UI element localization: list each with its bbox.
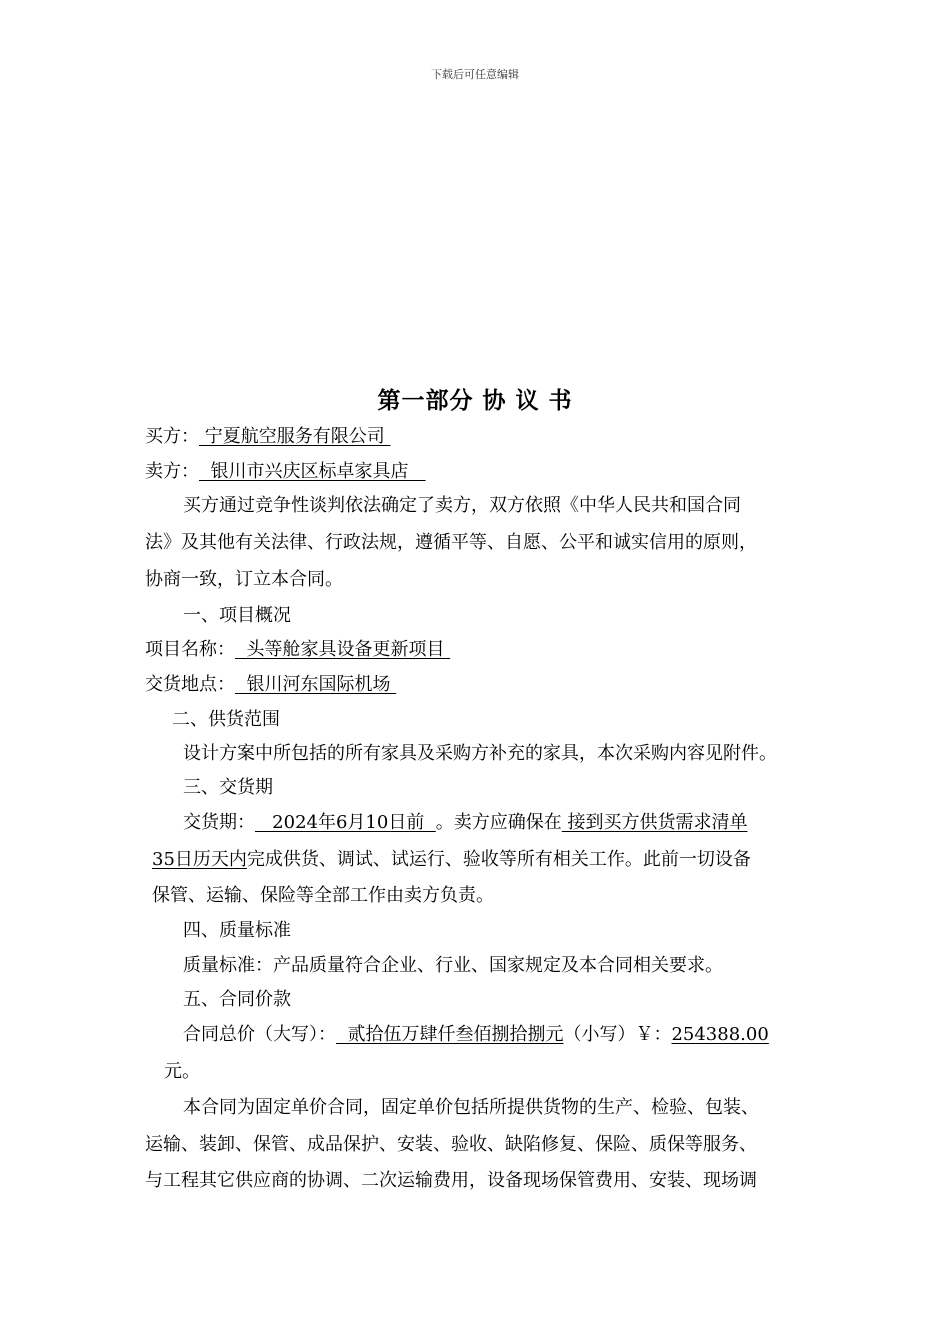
- delivery-site-line: [145, 673, 396, 697]
- page-title: 第一部分 协 议 书: [377, 387, 573, 414]
- quality-standard-text: 质量标准：产品质量符合企业、行业、国家规定及本合同相关要求。: [183, 955, 723, 976]
- delivery-condition-1: 接到买方供货需求清单: [561, 812, 748, 833]
- buyer-label: 买方：: [145, 426, 199, 447]
- intro-line-2: 法》及其他有关法律、行政法规，遵循平等、自愿、公平和诚实信用的原则，: [145, 532, 757, 553]
- project-name-line: [145, 638, 450, 662]
- section-2-heading: 二、供货范围: [172, 709, 280, 730]
- price-in-words: 贰拾伍万肆仟叁佰捌拾捌元: [336, 1024, 564, 1045]
- intro-line-3: 协商一致，订立本合同。: [145, 569, 343, 590]
- price-unit: 元。: [164, 1061, 200, 1082]
- buyer-name: 宁夏航空服务有限公司: [199, 426, 391, 447]
- section-3-heading: 三、交货期: [183, 777, 273, 798]
- delivery-site-label: 交货地点：: [145, 674, 235, 695]
- delivery-rest-1: 完成供货、调试、试运行、验收等所有相关工作。此前一切设备: [246, 849, 751, 870]
- fixed-price-line-2: 运输、装卸、保管、成品保护、安装、验收、缺陷修复、保险、质保等服务、: [145, 1134, 757, 1155]
- seller-name: 银川市兴庆区标卓家具店: [199, 461, 426, 482]
- supply-scope-text: 设计方案中所包括的所有家具及采购方补充的家具，本次采购内容见附件。: [183, 743, 777, 764]
- header-note: 下载后可任意编辑: [431, 68, 519, 81]
- delivery-period-label: 交货期：: [183, 812, 255, 833]
- price-in-figures: 254388.00: [671, 1024, 769, 1045]
- project-name-label: 项目名称：: [145, 639, 235, 660]
- seller-line: [145, 460, 426, 484]
- intro-line-1: 买方通过竞争性谈判依法确定了卖方，双方依照《中华人民共和国合同: [183, 495, 741, 516]
- buyer-line: [145, 425, 390, 449]
- section-1-heading: 一、项目概况: [183, 605, 291, 626]
- fixed-price-line-1: 本合同为固定单价合同，固定单价包括所提供货物的生产、检验、包装、: [183, 1097, 759, 1118]
- delivery-mid-text: 。卖方应确保在: [435, 812, 562, 833]
- contract-price-line: [183, 1023, 769, 1047]
- delivery-period-line: [183, 811, 748, 835]
- section-5-heading: 五、合同价款: [183, 989, 291, 1010]
- delivery-condition-2: 35日历天内: [152, 849, 247, 870]
- delivery-rest-2: 保管、运输、保险等全部工作由卖方负责。: [152, 885, 494, 906]
- delivery-continuation-line: [152, 848, 751, 872]
- delivery-date: 2024年6月10日前: [255, 812, 436, 833]
- fixed-price-line-3: 与工程其它供应商的协调、二次运输费用，设备现场保管费用、安装、现场调: [145, 1170, 757, 1191]
- delivery-site-value: 银川河东国际机场: [235, 674, 397, 695]
- seller-label: 卖方：: [145, 461, 199, 482]
- project-name-value: 头等舱家具设备更新项目: [235, 639, 451, 660]
- price-small-label: （小写）￥：: [563, 1024, 672, 1045]
- section-4-heading: 四、质量标准: [183, 920, 291, 941]
- price-label: 合同总价（大写）：: [183, 1024, 336, 1045]
